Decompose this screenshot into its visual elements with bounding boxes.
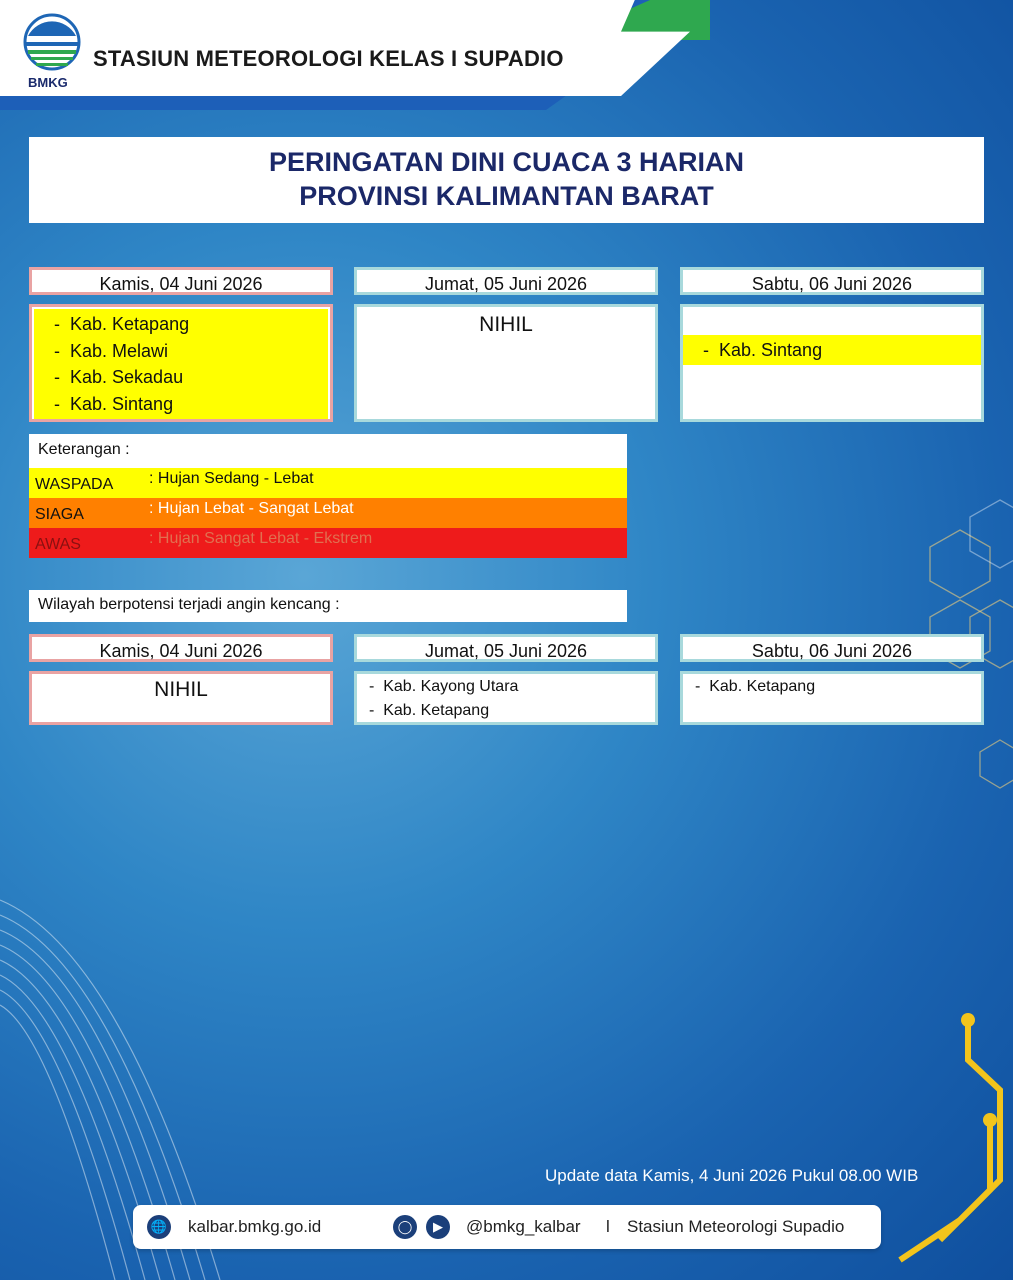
rain-day-2-date: Jumat, 05 Juni 2026 xyxy=(354,267,658,295)
legend-row-siaga xyxy=(29,498,627,528)
legend-label: AWAS xyxy=(35,536,81,553)
website-link[interactable]: kalbar.bmkg.go.id xyxy=(188,1217,322,1236)
nihil-text: NIHIL xyxy=(479,313,533,336)
wind-day-2-list xyxy=(354,671,658,725)
wind-day-3-list xyxy=(680,671,984,725)
social-handle[interactable]: @bmkg_kalbar xyxy=(466,1217,581,1236)
station-name: STASIUN METEOROLOGI KELAS I SUPADIO xyxy=(93,46,564,71)
legend-desc: : Hujan Sedang - Lebat xyxy=(149,470,314,487)
list-item: - Kab. Kayong Utara xyxy=(369,678,519,695)
legend-label: WASPADA xyxy=(35,476,114,493)
rain-day-1-date: Kamis, 04 Juni 2026 xyxy=(29,267,333,295)
list-item: - Kab. Ketapang xyxy=(54,314,190,334)
legend-desc: : Hujan Lebat - Sangat Lebat xyxy=(149,500,354,517)
legend-row-awas xyxy=(29,528,627,558)
update-timestamp: Update data Kamis, 4 Juni 2026 Pukul 08.00 WIB xyxy=(545,1166,919,1185)
footer-bar xyxy=(133,1205,881,1249)
legend-desc: : Hujan Sangat Lebat - Ekstrem xyxy=(149,530,373,547)
instagram-icon[interactable]: ◯ xyxy=(393,1215,417,1239)
wind-day-1-date: Kamis, 04 Juni 2026 xyxy=(29,634,333,662)
list-item: - Kab. Sekadau xyxy=(54,367,184,387)
nihil-text: NIHIL xyxy=(154,678,208,701)
list-item: - Kab. Ketapang xyxy=(369,702,490,719)
rain-day-3-list xyxy=(680,304,984,422)
footer-separator: l xyxy=(606,1217,610,1236)
logo-text: BMKG xyxy=(28,75,68,90)
legend-title: Keterangan : xyxy=(29,434,627,468)
legend-label: SIAGA xyxy=(35,506,84,523)
title-line-2: PROVINSI KALIMANTAN BARAT xyxy=(299,181,714,211)
page-title xyxy=(29,137,984,223)
wind-section-title: Wilayah berpotensi terjadi angin kencang : xyxy=(29,590,627,622)
youtube-icon[interactable]: ▶ xyxy=(426,1215,450,1239)
wind-day-2-date: Jumat, 05 Juni 2026 xyxy=(354,634,658,662)
list-item: - Kab. Ketapang xyxy=(695,678,816,695)
globe-icon[interactable]: 🌐 xyxy=(147,1215,171,1239)
title-line-1: PERINGATAN DINI CUACA 3 HARIAN xyxy=(268,147,744,177)
footer-station-name: Stasiun Meteorologi Supadio xyxy=(627,1217,845,1236)
rain-day-1-list xyxy=(29,304,333,422)
list-item: - Kab. Sintang xyxy=(54,393,174,414)
rain-day-3-date: Sabtu, 06 Juni 2026 xyxy=(680,267,984,295)
rain-day-2-list xyxy=(354,304,658,422)
list-item: - Kab. Sintang xyxy=(703,340,823,360)
wind-day-3-date: Sabtu, 06 Juni 2026 xyxy=(680,634,984,662)
list-item: - Kab. Melawi xyxy=(54,340,169,361)
wind-day-1-list xyxy=(29,671,333,725)
legend-row-waspada xyxy=(29,468,627,498)
legend xyxy=(29,434,627,558)
